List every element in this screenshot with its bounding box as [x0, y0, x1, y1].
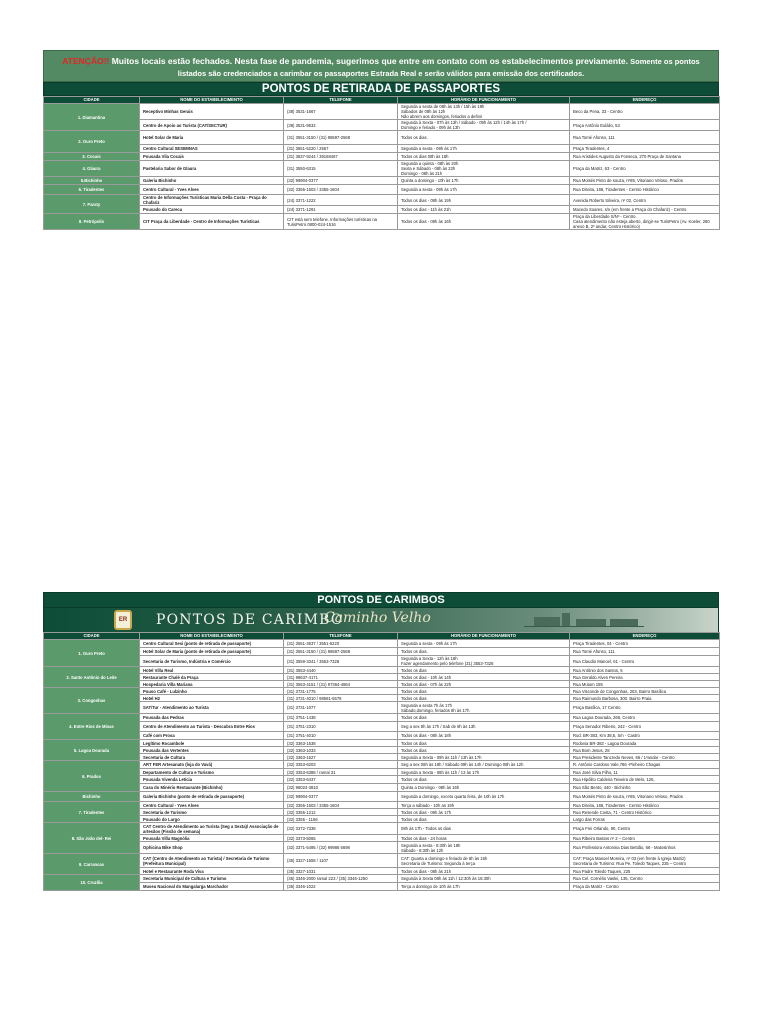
address: Praça da Matriz, 63 - Centro: [570, 161, 720, 177]
opening-hours: Todos os dias.: [398, 131, 570, 145]
estrada-real-seal-icon: ER: [114, 610, 132, 630]
address: Rua Mutum 185: [570, 681, 720, 688]
address: Rua Padre Toledo Taques, 225: [570, 868, 720, 875]
address: Praça Frei Orlando, 90, Centro: [570, 823, 720, 835]
table-row: [44, 747, 720, 754]
establishment-name: Pouso Café - Lulzinho: [140, 688, 284, 695]
opening-hours: Segunda a Sexta - 12h às 18h Fazer agendamento pelo telefone (31) 3553-7328: [398, 656, 570, 667]
table-row: [44, 153, 720, 161]
header-address: ENDEREÇO: [570, 633, 720, 640]
table-row: [44, 120, 720, 131]
address: R. Antônio Cardoso Vale,786 -Pinheiro Chagas: [570, 761, 720, 769]
opening-hours: Todos os dias - 10h às 14h: [398, 674, 570, 681]
establishment-name: Galeria Bichinho (ponto de retirada de passaporte): [140, 792, 284, 802]
table-row: [44, 722, 720, 732]
establishment-name: Departamento de Cultura e Turismo: [140, 769, 284, 776]
table-row: [44, 688, 720, 695]
city-cell: 6. Prados: [44, 761, 140, 792]
phone: (31) 3551-3150 / (31) 98597-2568: [284, 131, 398, 145]
header-hours: HORÁRIO DE FUNCIONAMENTO: [398, 97, 570, 104]
sheet-title: PONTOS DE CARIMBOS: [43, 592, 719, 608]
phone: (32) 99904-0377: [284, 177, 398, 185]
header-city: CIDADE: [44, 633, 140, 640]
table-row: [44, 868, 720, 875]
establishment-name: Secretaria de Turismo, Indústria e Comércio: [140, 656, 284, 667]
address: Praça Tiradentes, 4: [570, 145, 720, 153]
phone: (35) 3327-1031: [284, 868, 398, 875]
phone: (32) 98024-3810: [284, 784, 398, 792]
opening-hours: Todos os dias - 11h às 21h: [398, 206, 570, 214]
opening-hours: Quinta a domingo - 10h às 17h: [398, 177, 570, 185]
table-row: [44, 702, 720, 714]
address: Largo das Forras: [570, 816, 720, 823]
table-row: [44, 792, 720, 802]
establishment-name: Secretaria Municipal de Cultura e Turismo: [140, 875, 284, 883]
table-row: [44, 740, 720, 747]
opening-hours: Todos os dias.: [398, 648, 570, 656]
table-row: [44, 214, 720, 230]
establishment-name: Receptivo Minhas Gerais: [140, 104, 284, 120]
opening-hours: Segunda à Sexta - 07h às 13h / Sábado - 09h às 12h / 14h às 17h / Domingo e feriado - 09h às 13h: [398, 120, 570, 131]
table-row: [44, 854, 720, 868]
address: Rua Ribeiro Bastos nº 2 – Centro: [570, 835, 720, 842]
table-row: [44, 145, 720, 153]
city-cell: 6. Tiradentes: [44, 185, 140, 195]
header-establishment: NOME DO ESTABELECIMENTO: [140, 97, 284, 104]
table-row: [44, 714, 720, 722]
phone: (31) 3550-6315: [284, 161, 398, 177]
establishment-name: Hotel e Restaurante Roda Viva: [140, 868, 284, 875]
establishment-name: CIT Praça da Liberdade - Centro de Informações Turísticas: [140, 214, 284, 230]
address: Praça da Liberdade S/Nº - Centro. Casa atendimento não esteja aberto, dirigir-se TurisPetro (Av. Koeler, 260 anexo B, 2º andar, Centro Histórico): [570, 214, 720, 230]
table-row: [44, 206, 720, 214]
establishment-name: Pousada das Vertentes: [140, 747, 284, 754]
establishment-name: SAT/Tur - Atendimento ao Turista: [140, 702, 284, 714]
address: Praça Basílica, 17 Centro: [570, 702, 720, 714]
establishment-name: Restaurante Chalé da Praça: [140, 674, 284, 681]
phone: (32) 3353-6437: [284, 776, 398, 784]
opening-hours: CAT: Quarta a domingo e feriado de 8h às 16h Secretaria de Turismo: Segunda à terça: [398, 854, 570, 868]
phone: (31) 3837-9244 / 39168467: [284, 153, 398, 161]
phone: CIT está sem telefone. Informações turísticas na TurisPetro 0800-024-1516: [284, 214, 398, 230]
opening-hours: Todos os dias: [398, 688, 570, 695]
opening-hours: Todos os dias: [398, 747, 570, 754]
address: Rua Raimundo Barbosa, 300. Bairro Praia: [570, 695, 720, 702]
table-row: [44, 161, 720, 177]
phone: (31) 3551-5220 / 2567: [284, 145, 398, 153]
establishment-name: Secretaria de Turismo: [140, 809, 284, 816]
opening-hours: Segunda a sexta - 09h às 17h: [398, 185, 570, 195]
phone: (32) 3355-1503 / 3355-1604: [284, 802, 398, 809]
train-illustration-icon: [524, 613, 644, 627]
phone: (32) 3373-5065: [284, 835, 398, 842]
table-row: [44, 674, 720, 681]
phone: (32) 3363-1538: [284, 740, 398, 747]
alert-prefix: ATENÇÃO!!: [62, 56, 110, 66]
passport-pickup-table: [43, 96, 720, 230]
opening-hours: Todos os dias - 08h às 19h: [398, 195, 570, 206]
city-cell: 4. Entre Rios de Minas: [44, 714, 140, 740]
address: Rua Tomé Afonso, 111: [570, 648, 720, 656]
establishment-name: Centro Cultural SESIMINAS: [140, 145, 284, 153]
address: Praça Senador Ribeiro, 242 - Centro: [570, 722, 720, 732]
opening-hours: Todos os dias - 08h às 21h: [398, 868, 570, 875]
opening-hours: Segunda a domingo, exceto quarta feira, de 10h às 17h: [398, 792, 570, 802]
table-row: [44, 769, 720, 776]
city-cell: 4. Glaura: [44, 161, 140, 177]
establishment-name: Legítimo Rocambole: [140, 740, 284, 747]
phone: (24) 3371-1222: [284, 195, 398, 206]
city-cell: 3. Congonhas: [44, 688, 140, 714]
establishment-name: Hotel Solar de Maria: [140, 131, 284, 145]
phone: (38) 3531-9532: [284, 120, 398, 131]
establishment-name: Pousada das Pedras: [140, 714, 284, 722]
table-row: [44, 802, 720, 809]
address: Avenida Roberto Silveira, nº 02, Centro: [570, 195, 720, 206]
opening-hours: Todos os dias: [398, 714, 570, 722]
address: Rua Visconde de Congonhas, 203, Bairro Basílica: [570, 688, 720, 695]
city-cell: 10. Cruzília: [44, 875, 140, 891]
table-row: [44, 640, 720, 648]
establishment-name: Centro Cultural Sesi (ponto de retirada de passaporte): [140, 640, 284, 648]
stamp-points-sheet: [43, 592, 719, 891]
city-cell: 8. São João del- Rei: [44, 823, 140, 854]
opening-hours: Segunda a sexta - 09h às 17h: [398, 145, 570, 153]
opening-hours: Segunda a sexta de 08h às 13h / 15h às 19h Sábados de 08h às 12h Não abrem aos domingos, feriados a definir: [398, 104, 570, 120]
opening-hours: Todos os dias: [398, 776, 570, 784]
table-row: [44, 104, 720, 120]
address: Rua Claudio Manoel, 61 - Centro: [570, 656, 720, 667]
address: Praça da Matriz - Centro: [570, 883, 720, 891]
opening-hours: Segunda à Sexta 08h às 11h / 12:30h às 16:30h: [398, 875, 570, 883]
phone: (32) 3363-1527: [284, 754, 398, 761]
opening-hours: Todos os dias 08h às 18h: [398, 153, 570, 161]
phone: (31) 3553-4151 / (31) 97364-4864: [284, 681, 398, 688]
phone: (31) 3731-1077: [284, 702, 398, 714]
city-cell: 7. Tiradentes: [44, 802, 140, 823]
phone: (32) 3353-6388 / ramal 31: [284, 769, 398, 776]
phone: (32) 3371-5495 / (32) 99986 6698: [284, 842, 398, 854]
establishment-name: Pousada Vivenda Letícia: [140, 776, 284, 784]
city-cell: 8. Petrópolis: [44, 214, 140, 230]
address: Rod. BR-383, Km 38,5, S/n - Castro: [570, 732, 720, 740]
address: Rua Moisés Pinto de souza, nº85, Vitoriano Veloso, Prados: [570, 177, 720, 185]
opening-hours: Segunda a Sexta - 09h às 11h / 13h às 17h: [398, 754, 570, 761]
alert-line-2: listados são credenciados a carimbar os passaportes Estrada Real e serão válidos para emissão dos certificados.: [177, 69, 585, 78]
table-row: [44, 823, 720, 835]
establishment-name: Ophicina Bike Shop: [140, 842, 284, 854]
city-cell: 9. Carrancas: [44, 854, 140, 875]
establishment-name: Museu Nacional do Mangalarga Marchador: [140, 883, 284, 891]
table-row: [44, 776, 720, 784]
opening-hours: Todos os dias: [398, 667, 570, 674]
sheet-title: PONTOS DE RETIRADA DE PASSAPORTES: [43, 82, 719, 96]
establishment-name: Secretaria de Cultura: [140, 754, 284, 761]
opening-hours: Todos os dias - 08h às 18h: [398, 732, 570, 740]
address: Rua Bom Jesus, 28: [570, 747, 720, 754]
alert-line-1b: Somente os pontos: [628, 57, 700, 66]
opening-hours: Todos os dias: [398, 695, 570, 702]
opening-hours: Segunda a sexta - 8:30h às 18h Sábado - 8:30h às 12h: [398, 842, 570, 854]
table-row: [44, 656, 720, 667]
header-phone: TELEFONE: [284, 633, 398, 640]
address: Rua Presidente Tancredo Neves, 66 / 1ºandar - Centro: [570, 754, 720, 761]
city-cell: 2. Santo Antônio do Leite: [44, 667, 140, 688]
table-header-row: [44, 97, 720, 104]
establishment-name: Hotel Solar de Maria (ponto de retirada de passaporte): [140, 648, 284, 656]
phone: (31) 3731-4010 / 98581-5578: [284, 695, 398, 702]
address: Rua São Bento, 440 - Bichinho: [570, 784, 720, 792]
table-row: [44, 754, 720, 761]
address: Beco da Pena, 33 - Centro: [570, 104, 720, 120]
address: Rua Antônio dos Santos, 5: [570, 667, 720, 674]
opening-hours: Segunda a sexta 7h às 17h Sábado,domingo, feriados 8h às 17h: [398, 702, 570, 714]
table-row: [44, 131, 720, 145]
address: Rua Professora Antonina Dias Bettião, 66 - Matosinhos: [570, 842, 720, 854]
phone: (35) 3327-1558 / 1107: [284, 854, 398, 868]
establishment-name: Centro Cultural - Yves Alves: [140, 185, 284, 195]
header-city: CIDADE: [44, 97, 140, 104]
table-row: [44, 761, 720, 769]
table-row: [44, 667, 720, 674]
address: Rua Cel. Cornélio Vaslei, 135, Centro: [570, 875, 720, 883]
city-cell: 5. Lagoa Dourada: [44, 740, 140, 761]
table-row: [44, 648, 720, 656]
phone: (31) 3751-4010: [284, 732, 398, 740]
establishment-name: Pastelaria Sabor de Glaura: [140, 161, 284, 177]
table-row: [44, 835, 720, 842]
address: Rua Tomé Afonso, 111: [570, 131, 720, 145]
header-address: ENDEREÇO: [570, 97, 720, 104]
opening-hours: Seg a sex 8h às 17h / Sab de 8h às 13h: [398, 722, 570, 732]
phone: (32) 3372-7338: [284, 823, 398, 835]
address: Rua Geraldo Alves Pereira: [570, 674, 720, 681]
opening-hours: Terça a domingo de 10h às 17h: [398, 883, 570, 891]
phone: (32) 3363-1033: [284, 747, 398, 754]
phone: (32) 3355-1212: [284, 809, 398, 816]
phone: (32) 3353-6203: [284, 761, 398, 769]
opening-hours: Quinta a Domingo - 08h às 16h: [398, 784, 570, 792]
opening-hours: Terça a sábado - 10h as 19h: [398, 802, 570, 809]
phone: (32) 99904-0377: [284, 792, 398, 802]
establishment-name: Casa do Minério Restaurante (Bichinho): [140, 784, 284, 792]
establishment-name: Hospedaria Villa Mariana: [140, 681, 284, 688]
opening-hours: Segunda a Sexta - 08h às 11h / 13 às 17h: [398, 769, 570, 776]
establishment-name: Hotel Villa Real: [140, 667, 284, 674]
address: Rua Aristides Augusto da Fonseca, 270 Praça de Santana: [570, 153, 720, 161]
opening-hours: Todos os dias - 24 horas: [398, 835, 570, 842]
phone: (32) 3355 - 1166: [284, 816, 398, 823]
opening-hours: Todos os dias - 09h às 16h: [398, 214, 570, 230]
city-cell: 3. Cocais: [44, 153, 140, 161]
banner-script-title: Caminho Velho: [324, 610, 431, 626]
city-cell: 5.Bichinho: [44, 177, 140, 185]
phone: (35) 3346-2000 ramal 223 / (35) 3346-1250: [284, 875, 398, 883]
table-row: [44, 883, 720, 891]
establishment-name: Café com Prosa: [140, 732, 284, 740]
table-row: [44, 195, 720, 206]
opening-hours: Todos os dias - 07h às 22h: [398, 681, 570, 688]
address: Rua Direita, 168, Tiradentes - Centro Histórico: [570, 185, 720, 195]
address: Praça Tiradentes, 04 - Centro: [570, 640, 720, 648]
phone: (31) 3551-3150 / (31) 98597-2568: [284, 648, 398, 656]
establishment-name: Pousado do Careca: [140, 206, 284, 214]
phone: (31) 3551-3637 / 3551-5220: [284, 640, 398, 648]
header-phone: TELEFONE: [284, 97, 398, 104]
phone: (31) 3553-4440: [284, 667, 398, 674]
city-cell: 7. Paraty: [44, 195, 140, 214]
establishment-name: CAT Centro de Atendimento ao Turista (Seg a Sexta)/ Associação de artesãos (Fissão de semana): [140, 823, 284, 835]
table-row: [44, 695, 720, 702]
phone: (31) 98637-4171: [284, 674, 398, 681]
establishment-name: Centro Cultural - Yves Alves: [140, 802, 284, 809]
establishment-name: Centro de Informações Turísticas Maria Della Costa - Praça do Chafariz: [140, 195, 284, 206]
phone: (38) 3531-1667: [284, 104, 398, 120]
address: Rua José Silva Filho, 11: [570, 769, 720, 776]
table-row: [44, 185, 720, 195]
header-establishment: NOME DO ESTABELECIMENTO: [140, 633, 284, 640]
establishment-name: CAT (Centro de Atendimento ao Turista) / Secretaria de Turismo (Prefeitura Municipal): [140, 854, 284, 868]
address: CAT: Praça Manoel Moreira, nº 03 (em frente à Igreja Matriz) Secretaria de Turismo: Rua Pe. Toledo Taques, 235 – Centro: [570, 854, 720, 868]
establishment-name: Galeria Bichinho: [140, 177, 284, 185]
establishment-name: Pousado do Largo: [140, 816, 284, 823]
phone: (24) 3371-1291: [284, 206, 398, 214]
phone: (31) 3731-1775: [284, 688, 398, 695]
passport-pickup-sheet: [43, 50, 719, 230]
address: Rua Direita, 168, Tiradentes - Centro Histórico: [570, 802, 720, 809]
phone: (31) 3751-2310: [284, 722, 398, 732]
opening-hours: Todos os dias: [398, 816, 570, 823]
alert-line-1: Muitos locais estão fechados. Nesta fase de pandemia, sugerimos que entre em contato com os estabelecimentos previamente.: [109, 56, 629, 66]
phone: (31) 3751-1438: [284, 714, 398, 722]
stamp-points-table: [43, 632, 720, 891]
caminho-velho-banner: [43, 608, 719, 632]
address: Rodovia BR-383 - Lagoa Dourada: [570, 740, 720, 747]
phone: (31) 3559-3341 / 3553-7328: [284, 656, 398, 667]
table-row: [44, 809, 720, 816]
phone: (32) 3355-1503 / 3355-1604: [284, 185, 398, 195]
header-hours: HORÁRIO DE FUNCIONAMENTO: [398, 633, 570, 640]
table-header-row: [44, 633, 720, 640]
establishment-name: Hotel H2: [140, 695, 284, 702]
establishment-name: Centro de Atendimento ao Turista - Descubra Entre Rios: [140, 722, 284, 732]
establishment-name: Pousada Vila Cocais: [140, 153, 284, 161]
address: Praça Antônio Eulálio, 53: [570, 120, 720, 131]
opening-hours: Segunda a quinta - 08h às 20h Sexta e Sábado - 08h às 22h Domingo - 08h às 21h: [398, 161, 570, 177]
address: Macedo Soares, s/n (em frente a Praça do Chafariz) - Centro: [570, 206, 720, 214]
address: Rua Moisés Pinto de souza, nº85, Vitoriano Veloso, Prados: [570, 792, 720, 802]
city-cell: 2. Ouro Preto: [44, 131, 140, 153]
pandemic-alert-banner: [43, 50, 719, 82]
city-cell: 1. Diamantina: [44, 104, 140, 131]
address: Rua Resende Costa, 71 - Centro Histórico: [570, 809, 720, 816]
address: Rua Lagoa Dourada, 266, Centro: [570, 714, 720, 722]
banner-title: PONTOS DE CARIMBO: [156, 612, 344, 628]
opening-hours: Seg a sex 08h às 18h / Sábado 09h às 14h / Domingo 08h às 12h: [398, 761, 570, 769]
establishment-name: Centro de Apoio ao Turista (CAT/SECTUR): [140, 120, 284, 131]
city-cell: 1. Ouro Preto: [44, 640, 140, 667]
table-row: [44, 816, 720, 823]
opening-hours: 08h às 17h - Todos os dias: [398, 823, 570, 835]
opening-hours: Todos os dias - 09h às 17h: [398, 809, 570, 816]
address: Rua Hipólito Caldeira Teixeira de Melo, 126,: [570, 776, 720, 784]
table-row: [44, 784, 720, 792]
establishment-name: ART FER Artesanato (loja do Vavá): [140, 761, 284, 769]
city-cell: Bichinho: [44, 792, 140, 802]
establishment-name: Pousada Villa Magnólia: [140, 835, 284, 842]
table-row: [44, 732, 720, 740]
table-row: [44, 842, 720, 854]
table-row: [44, 681, 720, 688]
opening-hours: Todos os dias: [398, 740, 570, 747]
table-row: [44, 875, 720, 883]
opening-hours: Segunda a sexta - 09h às 17h: [398, 640, 570, 648]
phone: (35) 3346-1022: [284, 883, 398, 891]
table-row: [44, 177, 720, 185]
